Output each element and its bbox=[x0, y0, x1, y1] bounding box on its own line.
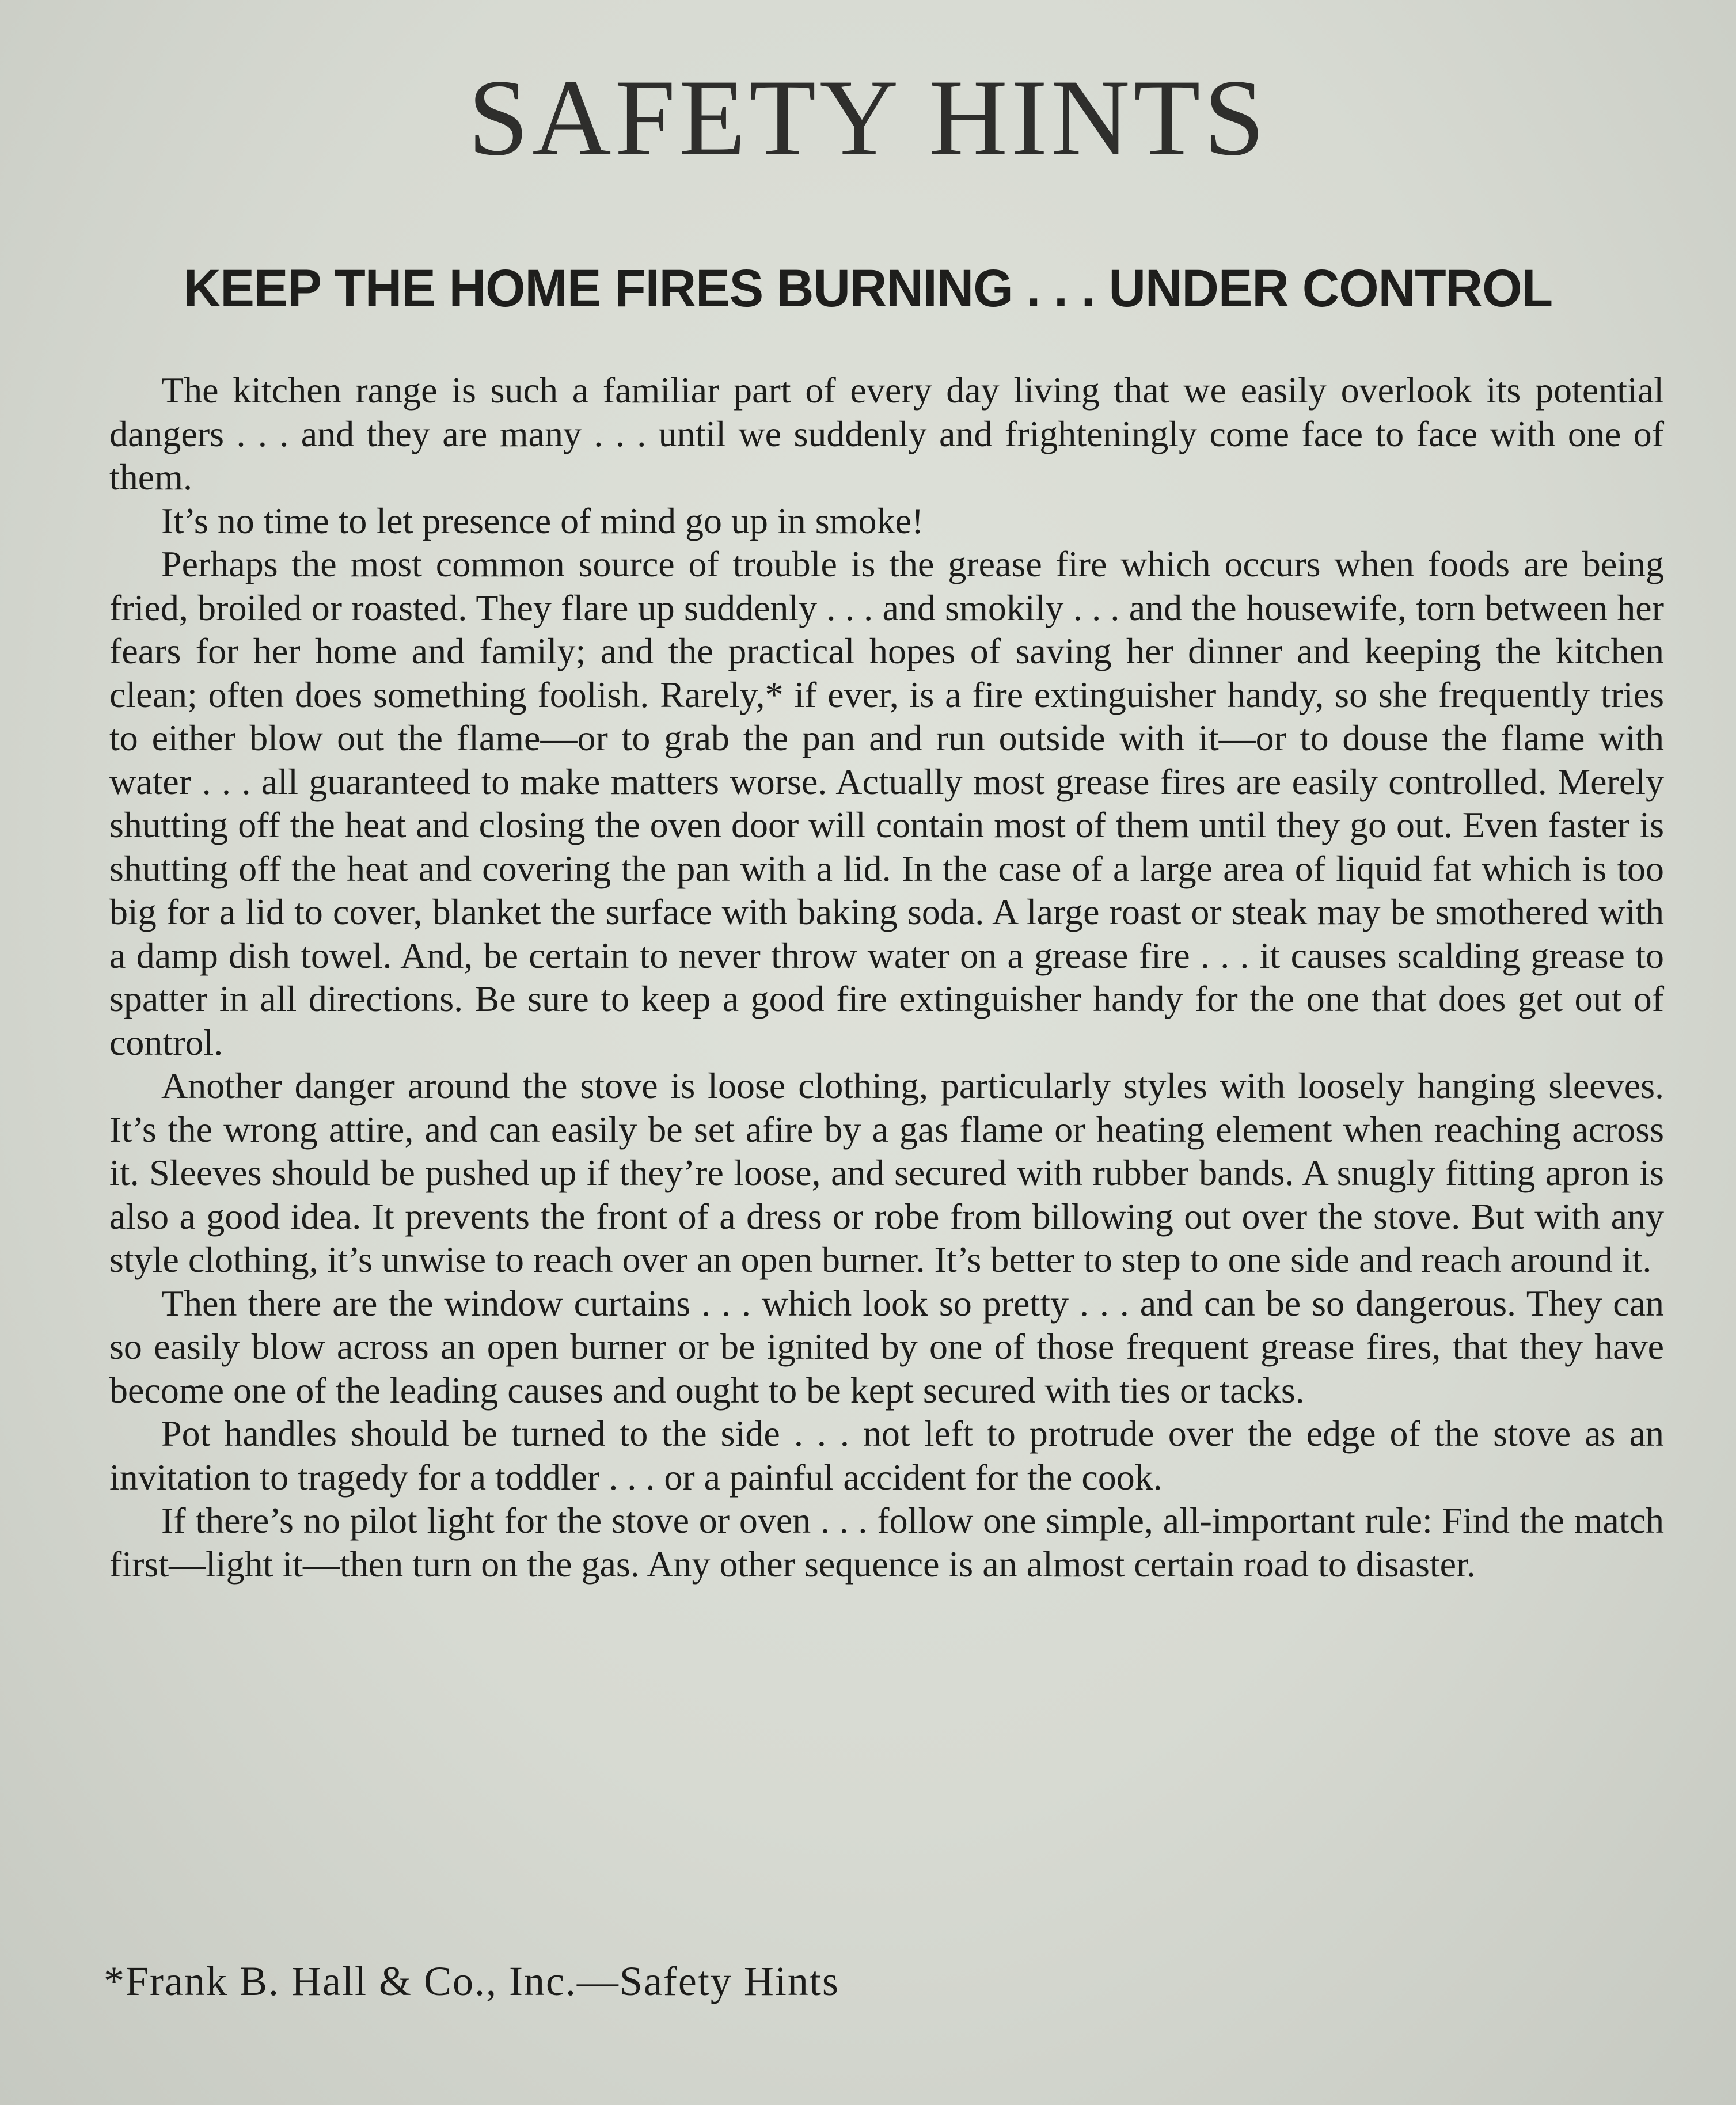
paragraph: Then there are the window curtains . . . which look so pretty . . . and can be so dangerous. They can so easily blow across an open burner or be ignited by one of those frequent grease fires, that they have become one of the leading causes and ought to be kept secured with ties or tacks. bbox=[109, 1282, 1664, 1411]
paragraph: Pot handles should be turned to the side . . . not left to protrude over the edge of the stove as an invitation to tragedy for a toddler . . . or a painful accident for the cook. bbox=[109, 1413, 1664, 1498]
paragraph: It’s no time to let presence of mind go up in smoke! bbox=[161, 500, 924, 541]
paragraph: Another danger around the stove is loose clothing, particularly styles with loosely hanging sleeves. It’s the wrong attire, and can easily be set afire by a gas flame or heating element when reaching across it. Sleeves should be pushed up if they’re loose, and secured with rubber bands. A snugly fitting apron is also a good idea. It prevents the front of a dress or robe from billowing out over the stove. But with any style clothing, it’s unwise to reach over an open burner. It’s better to step to one side and reach around it. bbox=[109, 1065, 1664, 1280]
source-footnote: *Frank B. Hall & Co., Inc.—Safety Hints bbox=[104, 1958, 839, 2004]
page-subtitle: KEEP THE HOME FIRES BURNING . . . UNDER CONTROL bbox=[183, 259, 1553, 318]
paragraph: The kitchen range is such a familiar part of every day living that we easily overlook its potential dangers . . . and they are many . . . until we suddenly and frighteningly come face to face with one of them. bbox=[109, 370, 1664, 497]
paragraph: Perhaps the most common source of trouble is the grease fire which occurs when foods are being fried, broiled or roasted. They flare up suddenly . . . and smokily . . . and the housewife, torn between her fears for her home and family; and the practical hopes of saving her dinner and keeping the kitchen clean; often does something foolish. Rarely,* if ever, is a fire extinguisher handy, so she frequently tries to either blow out the flame—or to grab the pan and run outside with it—or to douse the flame with water . . . all guaranteed to make matters worse. Actually most grease fires are easily controlled. Merely shutting off the heat and closing the oven door will contain most of them until they go out. Even faster is shutting off the heat and covering the pan with a lid. In the case of a large area of liquid fat which is too big for a lid to cover, blanket the surface with baking soda. A large roast or steak may be smothered with a damp dish towel. And, be certain to never throw water on a grease fire . . . it causes scalding grease to spatter in all directions. Be sure to keep a good fire extinguisher handy for the one that does get out of control. bbox=[109, 544, 1664, 1063]
page-title: SAFETY HINTS bbox=[468, 58, 1268, 178]
article-body bbox=[109, 368, 1664, 1586]
paragraph: If there’s no pilot light for the stove or oven . . . follow one simple, all-important rule: Find the match first—light it—then turn on the gas. Any other sequence is an almost certain road to disaster. bbox=[109, 1500, 1664, 1585]
